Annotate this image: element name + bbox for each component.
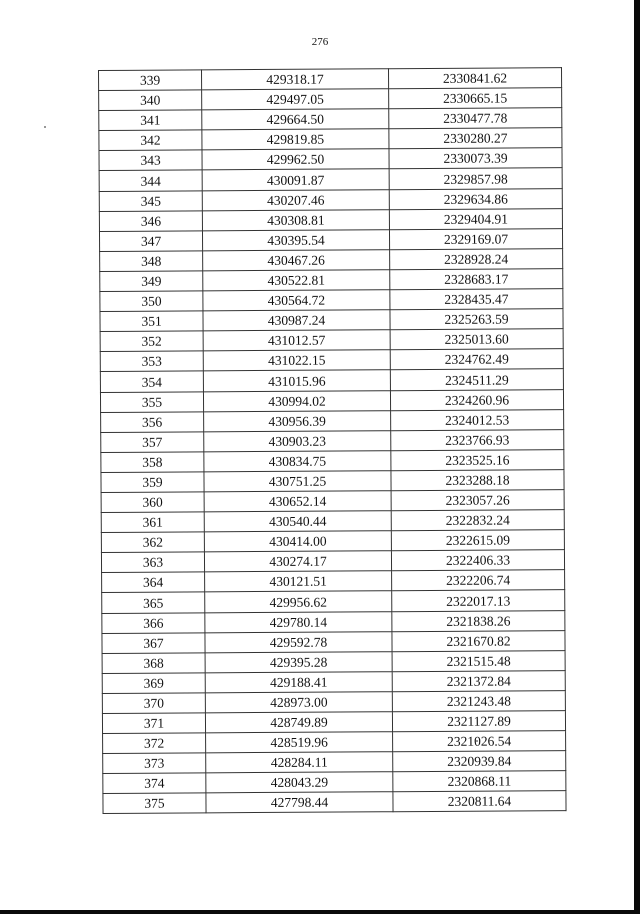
y-coordinate-cell: 2324012.53	[391, 409, 564, 430]
y-coordinate-cell: 2330841.62	[388, 68, 561, 89]
scan-border-bottom	[0, 910, 640, 914]
table-row	[102, 711, 565, 734]
coordinates-table	[98, 67, 567, 814]
y-coordinate-cell: 2321670.82	[392, 630, 565, 651]
coordinates-table-wrapper	[98, 67, 567, 814]
x-coordinate-cell: 429188.41	[205, 672, 392, 693]
table-row	[102, 570, 565, 593]
y-coordinate-cell: 2322406.33	[391, 550, 564, 571]
table-row	[103, 771, 566, 794]
point-number-cell: 347	[99, 231, 202, 252]
point-number-cell: 375	[103, 793, 206, 814]
x-coordinate-cell: 430987.24	[203, 310, 390, 331]
table-row	[99, 128, 562, 151]
y-coordinate-cell: 2325013.60	[390, 329, 563, 350]
point-number-cell: 343	[99, 150, 202, 171]
table-row	[101, 550, 564, 573]
point-number-cell: 357	[101, 432, 204, 453]
x-coordinate-cell: 430467.26	[203, 250, 390, 271]
point-number-cell: 339	[99, 70, 202, 91]
x-coordinate-cell: 428043.29	[206, 772, 393, 793]
table-row	[101, 490, 564, 513]
point-number-cell: 362	[101, 532, 204, 553]
x-coordinate-cell: 427798.44	[206, 792, 393, 813]
x-coordinate-cell: 430994.02	[203, 390, 390, 411]
x-coordinate-cell: 429395.28	[205, 651, 392, 672]
table-row	[99, 68, 562, 91]
x-coordinate-cell: 430274.17	[204, 551, 391, 572]
table-row	[100, 309, 563, 332]
point-number-cell: 349	[100, 271, 203, 292]
y-coordinate-cell: 2323057.26	[391, 490, 564, 511]
x-coordinate-cell: 431012.57	[203, 330, 390, 351]
x-coordinate-cell: 430834.75	[204, 450, 391, 471]
y-coordinate-cell: 2329857.98	[389, 168, 562, 189]
table-row	[101, 449, 564, 472]
table-row	[102, 650, 565, 673]
x-coordinate-cell: 429956.62	[205, 591, 392, 612]
y-coordinate-cell: 2321243.48	[392, 691, 565, 712]
x-coordinate-cell: 428284.11	[206, 752, 393, 773]
table-row	[102, 670, 565, 693]
point-number-cell: 351	[100, 311, 203, 332]
table-row	[103, 791, 566, 814]
table-row	[101, 510, 564, 533]
table-row	[102, 590, 565, 613]
point-number-cell: 350	[100, 291, 203, 312]
point-number-cell: 348	[100, 251, 203, 272]
scan-border-right	[634, 0, 640, 914]
y-coordinate-cell: 2329404.91	[389, 208, 562, 229]
point-number-cell: 373	[103, 753, 206, 774]
y-coordinate-cell: 2323766.93	[391, 429, 564, 450]
x-coordinate-cell: 431022.15	[203, 350, 390, 371]
point-number-cell: 344	[99, 170, 202, 191]
table-row	[99, 108, 562, 131]
point-number-cell: 374	[103, 773, 206, 794]
y-coordinate-cell: 2323288.18	[391, 470, 564, 491]
table-row	[101, 470, 564, 493]
x-coordinate-cell: 430121.51	[205, 571, 392, 592]
point-number-cell: 346	[99, 211, 202, 232]
table-row	[99, 148, 562, 171]
y-coordinate-cell: 2330665.15	[389, 88, 562, 109]
table-row	[100, 269, 563, 292]
table-row	[102, 691, 565, 714]
y-coordinate-cell: 2324511.29	[390, 369, 563, 390]
table-row	[99, 228, 562, 251]
table-row	[101, 409, 564, 432]
y-coordinate-cell: 2330280.27	[389, 128, 562, 149]
point-number-cell: 364	[102, 572, 205, 593]
y-coordinate-cell: 2322832.24	[391, 510, 564, 531]
table-row	[102, 630, 565, 653]
y-coordinate-cell: 2321838.26	[392, 610, 565, 631]
x-coordinate-cell: 430308.81	[202, 209, 389, 230]
x-coordinate-cell: 428519.96	[206, 732, 393, 753]
x-coordinate-cell: 430091.87	[202, 169, 389, 190]
y-coordinate-cell: 2322017.13	[392, 590, 565, 611]
x-coordinate-cell: 430751.25	[204, 471, 391, 492]
point-number-cell: 355	[100, 391, 203, 412]
y-coordinate-cell: 2321026.54	[393, 731, 566, 752]
y-coordinate-cell: 2320868.11	[393, 771, 566, 792]
x-coordinate-cell: 430903.23	[204, 430, 391, 451]
y-coordinate-cell: 2328683.17	[390, 269, 563, 290]
x-coordinate-cell: 431015.96	[203, 370, 390, 391]
point-number-cell: 360	[101, 492, 204, 513]
point-number-cell: 368	[102, 653, 205, 674]
x-coordinate-cell: 430540.44	[204, 511, 391, 532]
y-coordinate-cell: 2328435.47	[390, 289, 563, 310]
table-row	[99, 168, 562, 191]
point-number-cell: 345	[99, 190, 202, 211]
y-coordinate-cell: 2321372.84	[392, 670, 565, 691]
table-row	[101, 530, 564, 553]
table-row	[101, 429, 564, 452]
x-coordinate-cell: 430414.00	[204, 531, 391, 552]
table-row	[100, 329, 563, 352]
y-coordinate-cell: 2329169.07	[389, 228, 562, 249]
y-coordinate-cell: 2320811.64	[393, 791, 566, 812]
table-row	[100, 389, 563, 412]
x-coordinate-cell: 428749.89	[205, 712, 392, 733]
point-number-cell: 358	[101, 452, 204, 473]
table-row	[100, 369, 563, 392]
x-coordinate-cell: 429497.05	[202, 89, 389, 110]
x-coordinate-cell: 429780.14	[205, 611, 392, 632]
x-coordinate-cell: 429664.50	[202, 109, 389, 130]
y-coordinate-cell: 2322206.74	[392, 570, 565, 591]
x-coordinate-cell: 430564.72	[203, 290, 390, 311]
y-coordinate-cell: 2323525.16	[391, 449, 564, 470]
point-number-cell: 352	[100, 331, 203, 352]
table-row	[99, 88, 562, 111]
point-number-cell: 366	[102, 612, 205, 633]
point-number-cell: 341	[99, 110, 202, 131]
page-number: 276	[311, 36, 329, 48]
x-coordinate-cell: 430395.54	[202, 229, 389, 250]
x-coordinate-cell: 430652.14	[204, 491, 391, 512]
point-number-cell: 354	[100, 371, 203, 392]
point-number-cell: 342	[99, 130, 202, 151]
point-number-cell: 356	[101, 411, 204, 432]
table-row	[99, 188, 562, 211]
y-coordinate-cell: 2325263.59	[390, 309, 563, 330]
table-body	[99, 68, 567, 814]
point-number-cell: 340	[99, 90, 202, 111]
x-coordinate-cell: 428973.00	[205, 692, 392, 713]
point-number-cell: 359	[101, 472, 204, 493]
y-coordinate-cell: 2322615.09	[391, 530, 564, 551]
x-coordinate-cell: 430522.81	[203, 270, 390, 291]
x-coordinate-cell: 429819.85	[202, 129, 389, 150]
table-row	[103, 751, 566, 774]
y-coordinate-cell: 2324762.49	[390, 349, 563, 370]
table-row	[102, 610, 565, 633]
y-coordinate-cell: 2330073.39	[389, 148, 562, 169]
x-coordinate-cell: 430956.39	[204, 410, 391, 431]
table-row	[103, 731, 566, 754]
table-row	[100, 349, 563, 372]
y-coordinate-cell: 2321127.89	[392, 711, 565, 732]
y-coordinate-cell: 2330477.78	[389, 108, 562, 129]
point-number-cell: 353	[100, 351, 203, 372]
point-number-cell: 372	[103, 733, 206, 754]
point-number-cell: 369	[102, 673, 205, 694]
table-row	[100, 249, 563, 272]
y-coordinate-cell: 2329634.86	[389, 188, 562, 209]
x-coordinate-cell: 429318.17	[202, 69, 389, 90]
y-coordinate-cell: 2324260.96	[390, 389, 563, 410]
point-number-cell: 370	[102, 693, 205, 714]
y-coordinate-cell: 2321515.48	[392, 650, 565, 671]
table-row	[100, 289, 563, 312]
point-number-cell: 367	[102, 632, 205, 653]
y-coordinate-cell: 2328928.24	[390, 249, 563, 270]
x-coordinate-cell: 429962.50	[202, 149, 389, 170]
point-number-cell: 365	[102, 592, 205, 613]
table-row	[99, 208, 562, 231]
y-coordinate-cell: 2320939.84	[393, 751, 566, 772]
point-number-cell: 371	[102, 713, 205, 734]
point-number-cell: 361	[101, 512, 204, 533]
point-number-cell: 363	[101, 552, 204, 573]
x-coordinate-cell: 430207.46	[202, 189, 389, 210]
scan-speck	[44, 126, 46, 128]
x-coordinate-cell: 429592.78	[205, 631, 392, 652]
